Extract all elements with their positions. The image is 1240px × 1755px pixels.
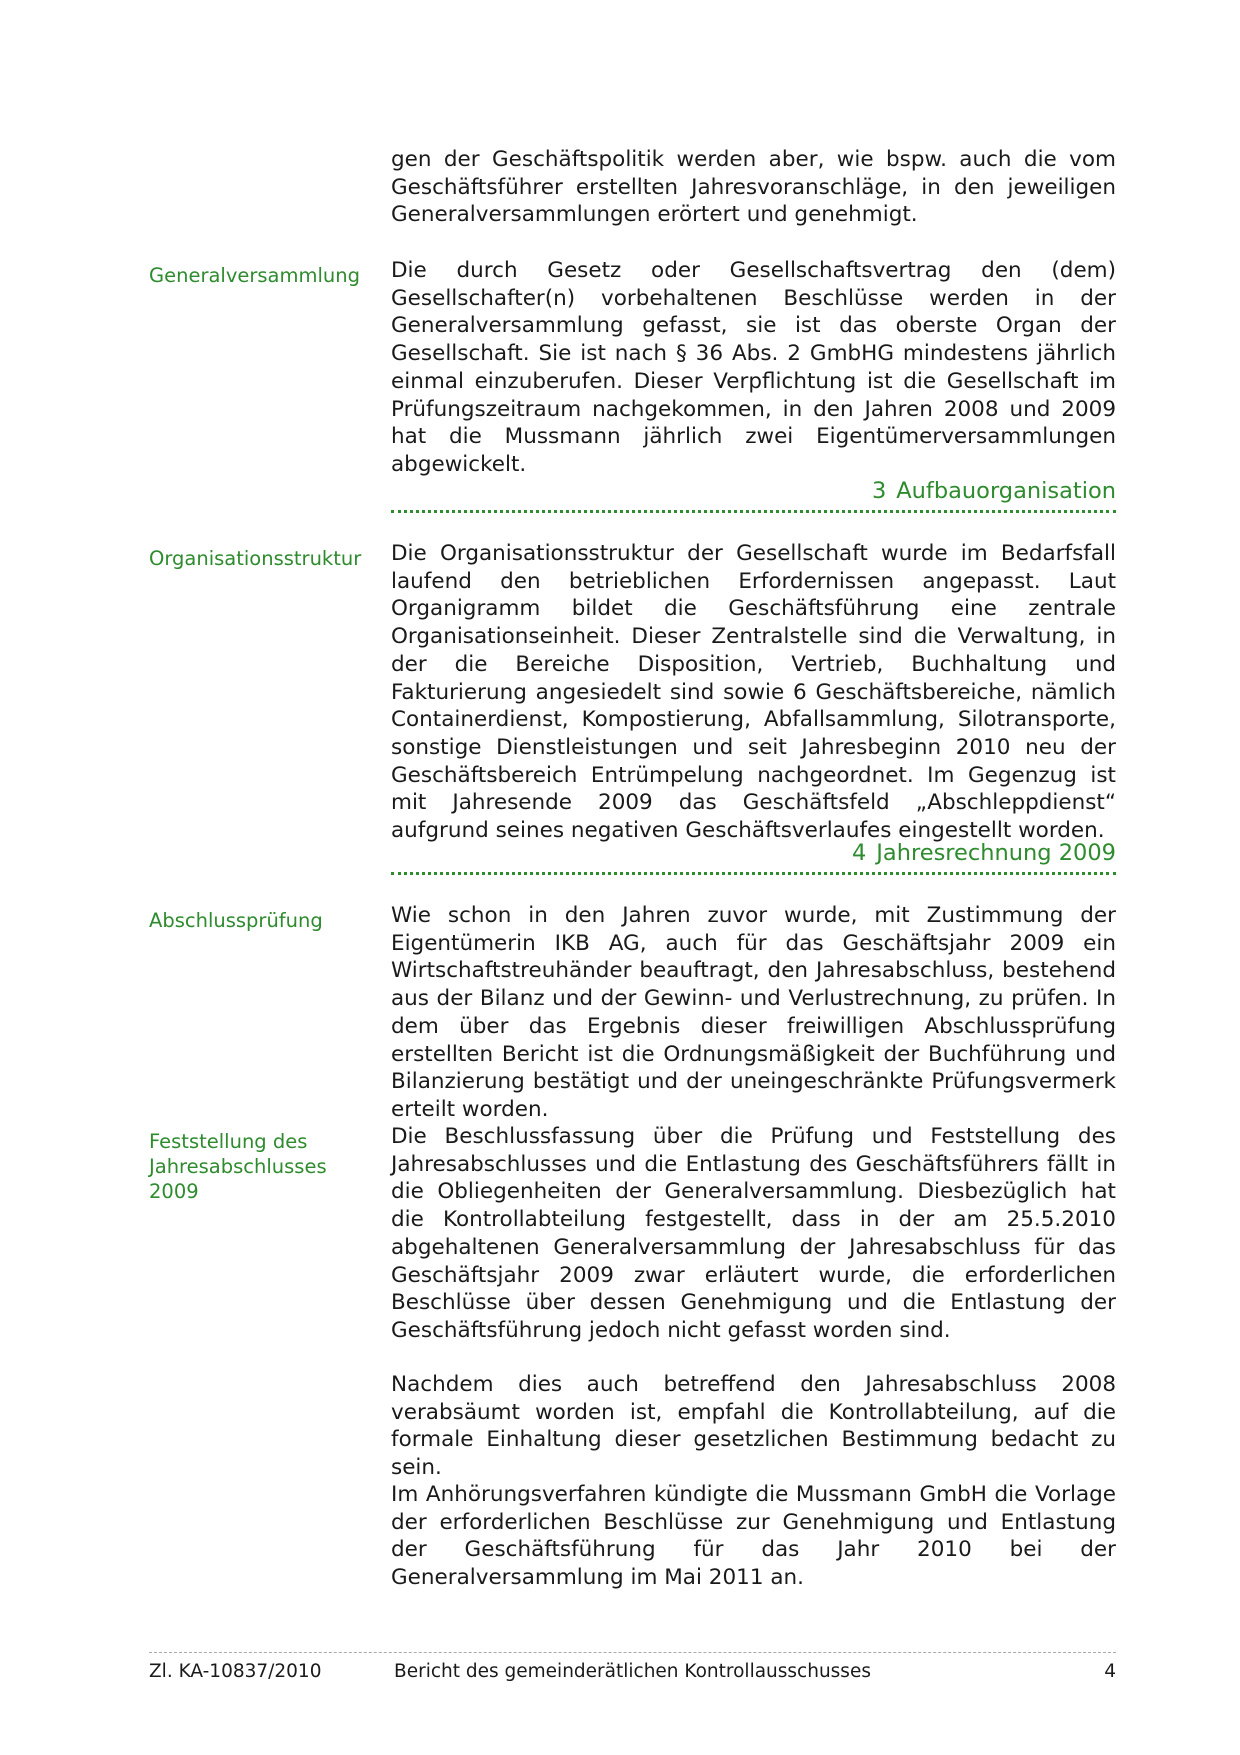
section-heading [391,838,1116,875]
heading-number: 4 [851,840,867,866]
paragraph: Nachdem dies auch betreffend den Jahresabschluss 2008 verabsäumt worden ist, empfahl die Kontrollabteilung, auf die formale Einhaltung dieser gesetzlichen Bestimmung bedacht zu sein. [391,1372,1116,1481]
paragraph: Die Organisationsstruktur der Gesellschaft wurde im Bedarfsfall laufend den betrieblichen Erfordernissen angepasst. Laut Organigramm bildet die Geschäftsführung eine zentrale Organisationseinheit. Dieser Zentralstelle sind die Verwaltung, in der die Bereiche Disposition, Vertrieb, Buchhaltung und Fakturierung angesiedelt sind sowie 6 Geschäftsbereiche, nämlich Containerdienst, Kompostierung, Abfallsammlung, Silotransporte, sonstige Dienstleistungen und seit Jahresbeginn 2010 neu der Geschäftsbereich Entrümpelung nachgeordnet. Im Gegenzug ist mit Jahresende 2009 das Geschäftsfeld „Abschleppdienst“ aufgrund seines negativen Geschäftsverlaufes eingestellt worden. [391,541,1116,844]
paragraph: Wie schon in den Jahren zuvor wurde, mit Zustimmung der Eigentümerin IKB AG, auch für das Geschäftsjahr 2009 ein Wirtschaftstreuhänder beauftragt, den Jahresabschluss, bestehend aus der Bilanz und der Gewinn- und Verlustrechnung, zu prüfen. In dem über das Ergebnis dieser freiwilligen Abschlussprüfung erstellten Bericht ist die Ordnungsmäßigkeit der Buchführung und Bilanzierung bestätigt und der uneingeschränkte Prüfungsvermerk erteilt worden. [391,903,1116,1122]
paragraph: Die Beschlussfassung über die Prüfung und Feststellung des Jahresabschlusses und die Entlastung des Geschäftsführers fällt in die Obliegenheiten der Generalversammlung. Diesbezüglich hat die Kontrollabteilung festgestellt, dass in der am 25.5.2010 abgehaltenen Generalversammlung der Jahresabschluss für das Geschäftsjahr 2009 zwar erläutert wurde, die erforderlichen Beschlüsse über dessen Genehmigung und die Entlastung der Geschäftsführung jedoch nicht gefasst worden sind. [391,1124,1116,1343]
page-number: 4 [1104,1661,1116,1682]
footer-reference: Zl. KA-10837/2010 [149,1661,322,1682]
page-footer [149,1652,1116,1685]
margin-label: Organisationsstruktur [149,547,362,570]
margin-label: Feststellung des Jahresabschlusses 2009 [149,1130,327,1203]
heading-number: 3 [871,478,887,504]
heading-title: Aufbauorganisation [896,478,1116,504]
paragraph: Die durch Gesetz oder Gesellschaftsvertrag den (dem) Gesellschafter(n) vorbehaltenen Beschlüsse werden in der Generalversammlung gefasst, sie ist das oberste Organ der Gesellschaft. Sie ist nach § 36 Abs. 2 GmbHG mindestens jährlich einmal einzuberufen. Dieser Verpflichtung ist die Gesellschaft im Prüfungszeitraum nachgekommen, in den Jahren 2008 und 2009 hat die Mussmann jährlich zwei Eigentümerversammlungen abgewickelt. [391,258,1116,477]
paragraph: gen der Geschäftspolitik werden aber, wie bspw. auch die vom Geschäftsführer erstellten Jahresvoranschläge, in den jeweiligen Generalversammlungen erörtert und genehmigt. [391,147,1116,228]
paragraph: Im Anhörungsverfahren kündigte die Mussmann GmbH die Vorlage der erforderlichen Beschlüsse zur Genehmigung und Entlastung der Geschäftsführung für das Jahr 2010 bei der Generalversammlung im Mai 2011 an. [391,1482,1116,1591]
margin-label: Generalversammlung [149,264,361,287]
heading-title: Jahresrechnung 2009 [876,840,1116,866]
margin-label: Abschlussprüfung [149,909,323,932]
section-heading [391,476,1116,513]
footer-title: Bericht des gemeinderätlichen Kontrollausschusses [394,1661,871,1682]
